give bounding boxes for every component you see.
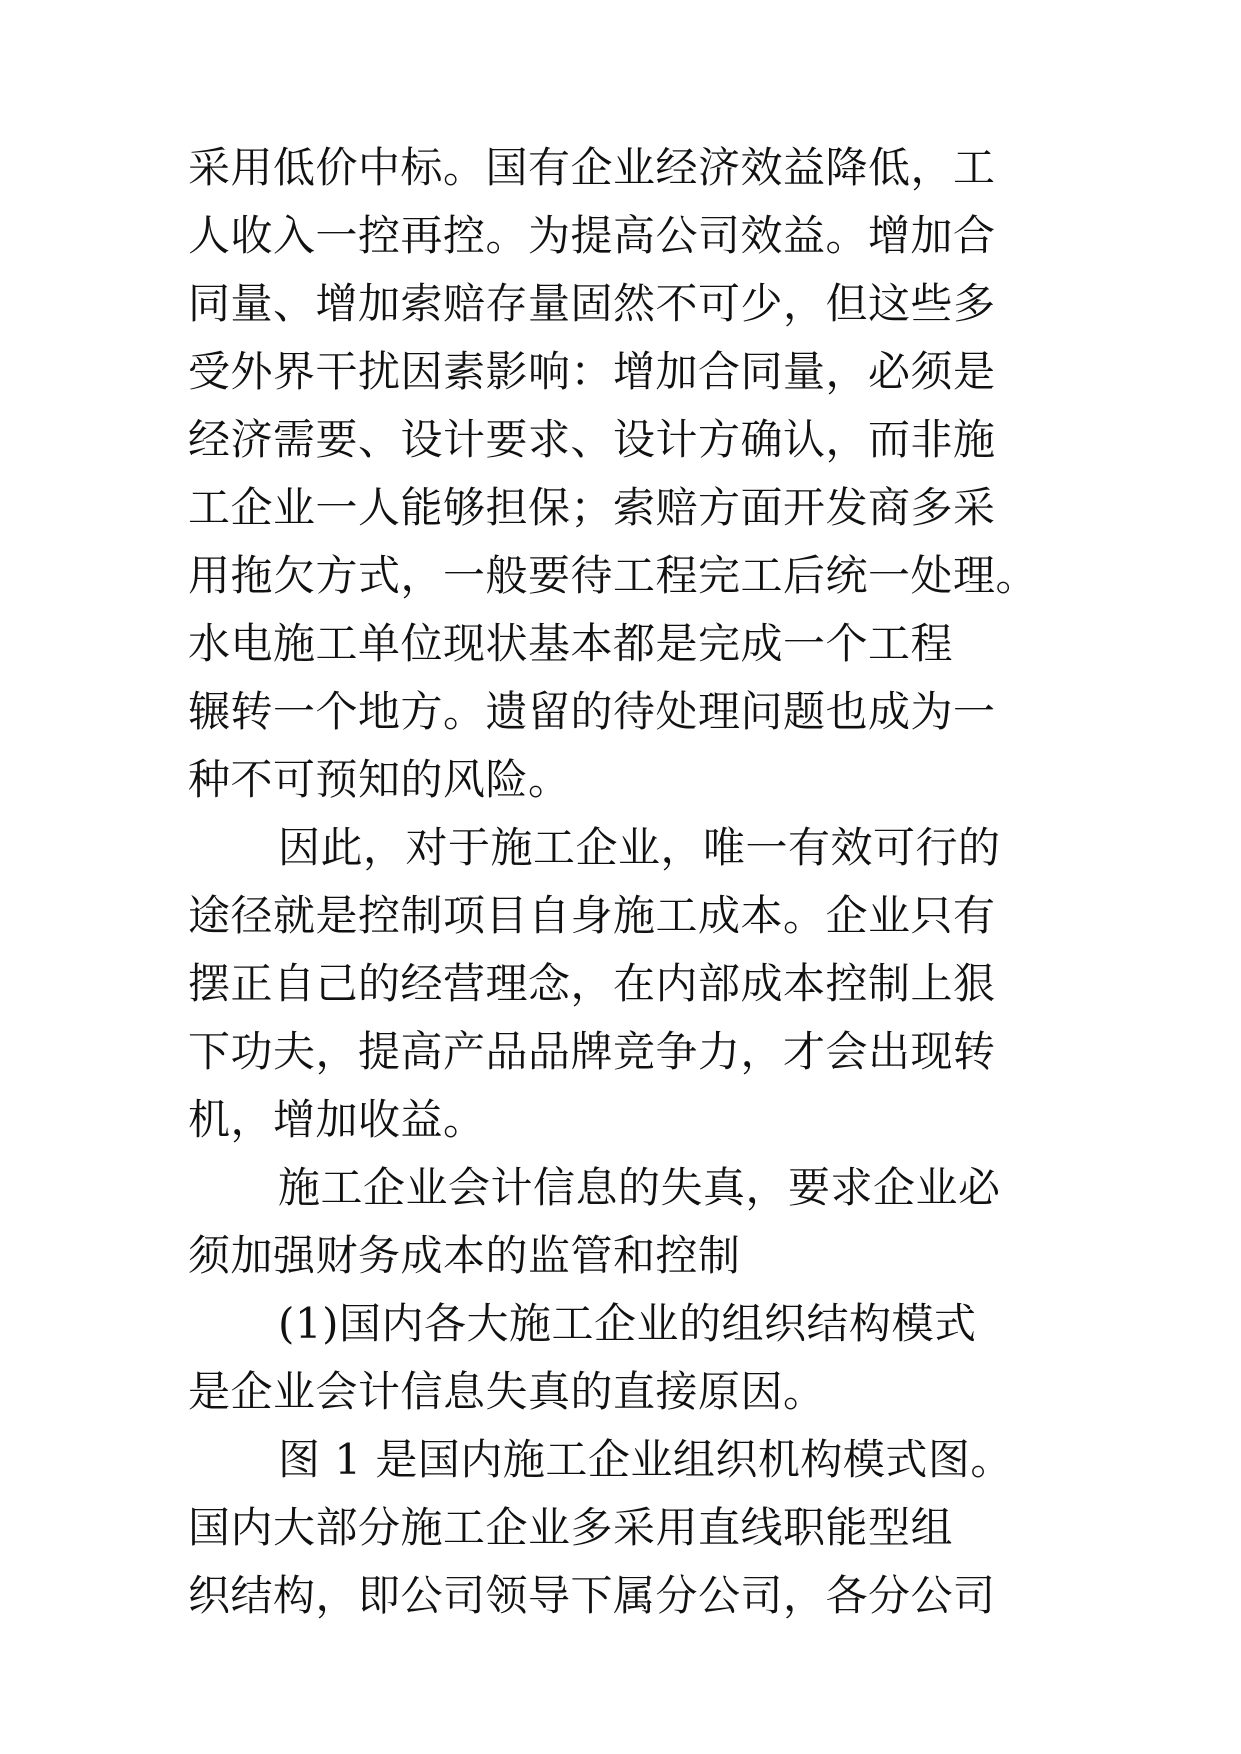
text-line: 人收入一控再控。为提高公司效益。增加合: [188, 211, 996, 260]
paragraph-first-line: (1)国内各大施工企业的组织结构模式: [278, 1299, 977, 1348]
text-line: 摆正自己的经营理念，在内部成本控制上狠: [188, 959, 996, 1008]
text-line: 下功夫，提高产品品牌竞争力，才会出现转: [188, 1027, 996, 1076]
text-line: 种不可预知的风险。: [188, 755, 571, 804]
text-line: 国内大部分施工企业多采用直线职能型组: [188, 1503, 954, 1552]
text-line: 须加强财务成本的监管和控制: [188, 1231, 741, 1280]
paragraph-first-line: 图 1 是国内施工企业组织机构模式图。: [278, 1435, 1013, 1484]
text-line: 是企业会计信息失真的直接原因。: [188, 1367, 826, 1416]
text-line: 织结构，即公司领导下属分公司，各分公司: [188, 1571, 996, 1620]
text-line: 同量、增加索赔存量固然不可少，但这些多: [188, 279, 996, 328]
text-line: 经济需要、设计要求、设计方确认，而非施: [188, 415, 996, 464]
text-line: 用拖欠方式，一般要待工程完工后统一处理。: [188, 551, 1039, 600]
paragraph-first-line: 施工企业会计信息的失真，要求企业必: [278, 1163, 1001, 1212]
paragraph-first-line: 因此，对于施工企业，唯一有效可行的: [278, 823, 1001, 872]
text-line: 途径就是控制项目自身施工成本。企业只有: [188, 891, 996, 940]
text-line: 工企业一人能够担保；索赔方面开发商多采: [188, 483, 996, 532]
text-line: 辗转一个地方。遗留的待处理问题也成为一: [188, 687, 996, 736]
text-line: 机，增加收益。: [188, 1095, 486, 1144]
text-line: 受外界干扰因素影响：增加合同量，必须是: [188, 347, 996, 396]
text-line: 采用低价中标。国有企业经济效益降低，工: [188, 143, 996, 192]
text-line: 水电施工单位现状基本都是完成一个工程: [188, 619, 954, 668]
